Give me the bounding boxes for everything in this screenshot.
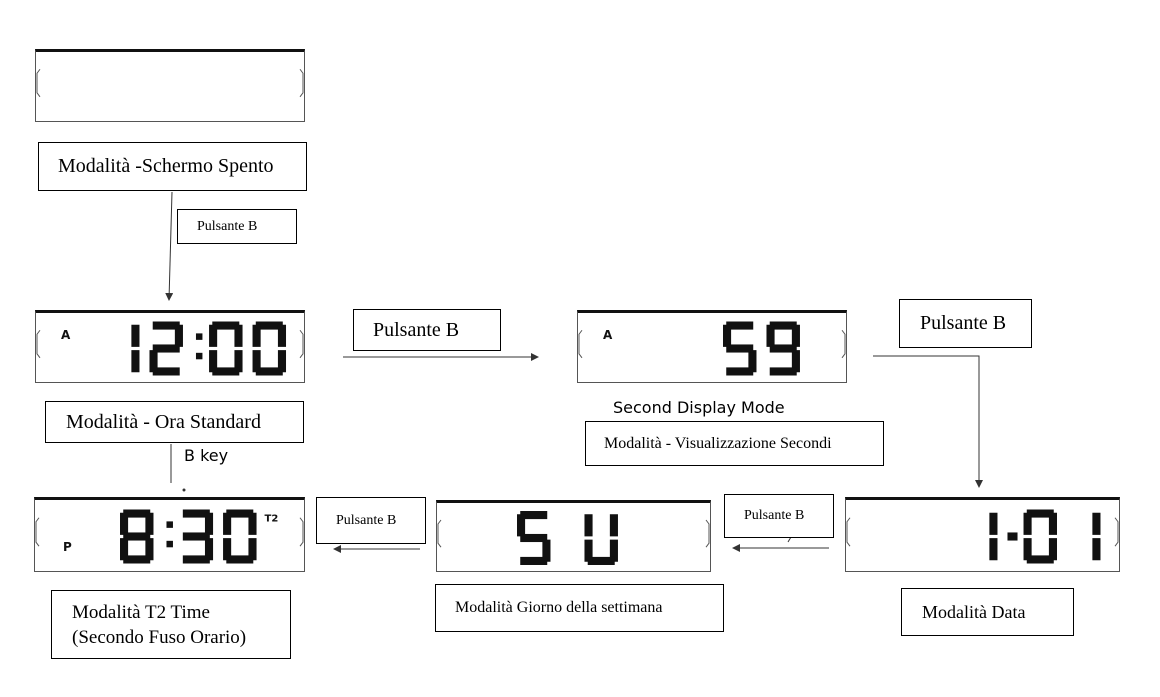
- lcd-standard-bracket-right: [300, 330, 303, 358]
- lcd-date-bracket-right: [1115, 518, 1118, 546]
- lcd-weekday-bracket-left: [438, 520, 441, 547]
- label-weekday-mode: [435, 584, 724, 632]
- lcd-standard-digit-1-seg-e: [149, 350, 157, 372]
- lcd-weekday-digit-1-seg-b: [610, 514, 618, 536]
- lcd-standard-digit-3-seg-e: [253, 350, 261, 372]
- lcd-seconds-digit-1-seg-f: [766, 325, 774, 347]
- lcd-standard-digit-3-seg-f: [253, 325, 261, 347]
- lcd-off-bracket-left: [37, 69, 40, 97]
- button-label-weekday-to-t2: [316, 497, 426, 544]
- lcd-standard-ampm-indicator: A: [61, 328, 71, 343]
- lcd-seconds-digit-1-seg-b: [792, 325, 800, 347]
- lcd-date-dash: [1007, 532, 1017, 540]
- label-t2-mode-line2: (Secondo Fuso Orario): [72, 626, 247, 648]
- lcd-date-digit-0-seg-b: [989, 513, 997, 535]
- caption-b-key: B key: [184, 446, 229, 465]
- lcd-t2-digit-2-seg-b: [248, 513, 256, 535]
- lcd-standard: [35, 310, 305, 383]
- button-label-weekday-to-t2-text: Pulsante B: [336, 512, 397, 528]
- button-label-standard-to-seconds-text: Pulsante B: [373, 318, 460, 341]
- lcd-date-digit-2-seg-c: [1092, 538, 1100, 560]
- lcd-weekday: [436, 500, 711, 572]
- lcd-t2-colon-bottom: [166, 541, 172, 547]
- lcd-t2-digit-0-seg-g: [123, 532, 150, 540]
- lcd-seconds-digit-0-seg-f: [723, 325, 731, 347]
- lcd-t2-digit-1-seg-g: [183, 532, 210, 540]
- label-t2-mode: [51, 590, 291, 659]
- label-seconds-mode: [585, 421, 884, 466]
- lcd-seconds-bracket-left: [579, 330, 582, 358]
- button-label-date-to-weekday-text: Pulsante B: [744, 508, 805, 523]
- lcd-seconds-digit-0-seg-d: [726, 367, 753, 375]
- arrow-off-to-standard: [169, 192, 172, 300]
- button-label-date-to-weekday: [724, 494, 834, 538]
- lcd-t2-digit-0-seg-b: [145, 513, 153, 535]
- lcd-standard-digit-2-seg-b: [234, 325, 242, 347]
- button-label-seconds-to-date: [899, 299, 1032, 348]
- lcd-t2-screen: [35, 500, 304, 571]
- lcd-standard-digit-0-seg-c: [131, 350, 139, 372]
- lcd-standard-digit-1-seg-b: [175, 325, 183, 347]
- label-off-mode: [38, 142, 307, 191]
- lcd-date-digit-2-seg-b: [1092, 513, 1100, 535]
- lcd-weekday-digit-1-seg-e: [584, 540, 592, 562]
- lcd-seconds-digit-1-seg-g: [770, 344, 797, 352]
- lcd-date-digit-1-seg-e: [1024, 538, 1032, 560]
- lcd-weekday-digit-0-seg-f: [517, 514, 525, 536]
- lcd-date-bracket-left: [847, 518, 850, 546]
- lcd-seconds-digit-0-seg-g: [726, 344, 753, 352]
- lcd-date-digit-1-seg-f: [1024, 513, 1032, 535]
- lcd-seconds: [577, 310, 847, 383]
- lcd-t2-digit-2-seg-e: [223, 538, 231, 560]
- lcd-off-bracket-right: [300, 69, 303, 97]
- lcd-t2-digit-2-seg-f: [223, 513, 231, 535]
- lcd-weekday-digit-0-seg-g: [520, 534, 547, 542]
- lcd-standard-digit-3-seg-b: [278, 325, 286, 347]
- button-label-off-to-standard-text: Pulsante B: [197, 218, 258, 234]
- lcd-date-digit-1-seg-b: [1049, 513, 1057, 535]
- label-date-mode-text: Modalità Data: [922, 601, 1026, 622]
- lcd-standard-bracket-left: [37, 330, 40, 358]
- lcd-t2-digit-0-seg-f: [120, 513, 128, 535]
- lcd-standard-digit-2-seg-e: [209, 350, 217, 372]
- lcd-seconds-bracket-right: [842, 330, 845, 358]
- lcd-t2-ampm-indicator: P: [63, 540, 72, 555]
- label-date-mode: [901, 588, 1074, 636]
- label-t2-mode-line1: Modalità T2 Time: [72, 601, 210, 623]
- lcd-t2-digit-1-seg-b: [205, 513, 213, 535]
- dot-mark: [183, 489, 186, 492]
- arrow-seconds-to-date: [873, 356, 979, 487]
- lcd-date: [845, 497, 1120, 572]
- lcd-standard-digit-2-seg-f: [209, 325, 217, 347]
- lcd-weekday-digit-1-seg-f: [584, 514, 592, 536]
- lcd-standard-colon-bottom: [196, 353, 202, 359]
- lcd-weekday-bracket-right: [706, 520, 709, 547]
- lcd-off-screen: [36, 52, 304, 121]
- lcd-t2-digit-0-seg-e: [120, 538, 128, 560]
- lcd-seconds-ampm-indicator: A: [603, 328, 613, 343]
- lcd-t2-digit-1-seg-d: [183, 555, 210, 563]
- label-weekday-mode-text: Modalità Giorno della settimana: [455, 599, 663, 616]
- lcd-standard-colon-top: [196, 333, 202, 339]
- caption-second-display: Second Display Mode: [613, 398, 785, 417]
- lcd-standard-digit-1-seg-g: [153, 344, 180, 352]
- lcd-date-digit-0-seg-c: [989, 538, 997, 560]
- label-seconds-mode-text: Modalità - Visualizzazione Secondi: [604, 434, 832, 452]
- lcd-date-screen: [846, 500, 1119, 571]
- lcd-t2-colon-top: [166, 521, 172, 527]
- label-standard-mode: [45, 401, 304, 443]
- lcd-seconds-screen: [578, 313, 846, 382]
- label-standard-mode-text: Modalità - Ora Standard: [66, 410, 261, 433]
- lcd-standard-digit-0-seg-b: [131, 325, 139, 347]
- lcd-t2-bracket-right: [300, 518, 303, 546]
- lcd-standard-screen: [36, 313, 304, 382]
- lcd-t2-bracket-left: [36, 518, 39, 546]
- label-off-mode-text: Modalità -Schermo Spento: [58, 155, 274, 177]
- lcd-t2-zone-indicator: T2: [264, 513, 279, 525]
- lcd-weekday-screen: [437, 503, 710, 571]
- lcd-t2: [34, 497, 305, 572]
- lcd-weekday-digit-0-seg-d: [520, 557, 547, 565]
- button-label-standard-to-seconds: [353, 309, 501, 351]
- button-label-off-to-standard: [177, 209, 297, 244]
- lcd-off: [35, 49, 305, 122]
- lcd-seconds-digit-1-seg-d: [770, 367, 797, 375]
- button-label-seconds-to-date-text: Pulsante B: [920, 312, 1007, 334]
